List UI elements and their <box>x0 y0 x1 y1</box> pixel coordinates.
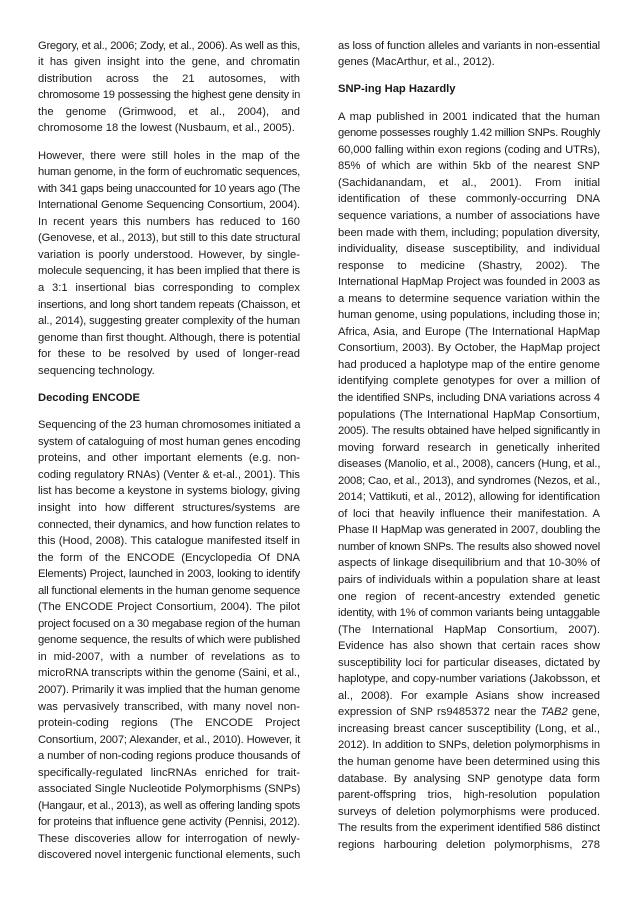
text-line: protein-coding regions (The ENCODE Project <box>38 717 300 730</box>
text-line: list has become a keystone in systems biology, giving <box>38 485 300 498</box>
right-text-column <box>338 38 600 864</box>
text-line: system of cataloguing of most human genes encoding <box>38 435 301 448</box>
text-line: These discoveries allow for interrogation of newly- <box>38 832 300 845</box>
text-line: with 341 gaps being unaccounted for 10 years ago (The <box>38 182 300 195</box>
text-line: 2012). In addition to SNPs, deletion polymorphisms in <box>338 739 600 752</box>
text-line: chromosome 19 possessing the highest gene density in <box>38 89 300 102</box>
text-line: individuality, disease susceptibility, and individual <box>338 243 600 256</box>
text-line: al., 2008). For example Asians show increased <box>338 689 600 702</box>
section-heading: Decoding ENCODE <box>38 392 140 404</box>
text-line: for these to be resolved by used of longer-read <box>38 348 300 361</box>
text-line: connected, their dynamics, and how function relates to <box>38 518 300 531</box>
text-line: all functional elements in the human genome sequence <box>38 584 300 597</box>
left-text-column <box>38 38 300 875</box>
text-line: pairs of individuals within a population share at least <box>338 574 600 587</box>
text-line: 2014; Vattikuti, et al., 2012), allowing for identification <box>338 491 600 504</box>
text-line: distribution across the 21 autosomes, with <box>38 72 300 85</box>
text-line: discovered novel intergenic functional elements, such <box>38 849 301 862</box>
text-line: proteins, and other important elements (e.g. non- <box>38 452 300 465</box>
text-line: diseases (Manolio, et al., 2008), cancers (Hung, et al., <box>338 458 601 471</box>
text-line: microRNA transcripts within the genome (Saini, et al., <box>38 667 300 680</box>
text-line: specifically-regulated lincRNAs enriched for trait- <box>38 766 300 779</box>
text-line: human genome, using populations, including those in; <box>338 309 600 322</box>
text-line: (Genovese, et al., 2013), but still to this date structural <box>38 232 301 245</box>
text-line: human genome, in the form of euchromatic sequences, <box>38 166 300 179</box>
text-line: genome sequence, the results of which were published <box>38 634 300 647</box>
text-line: the identified SNPs, including DNA variations across 4 <box>338 392 600 404</box>
text-line: surveys of deletion polymorphisms were produced. <box>338 805 600 818</box>
text-line: sequencing technology. <box>38 364 155 377</box>
paragraph <box>38 38 300 137</box>
text-line: However, there were still holes in the map of the <box>38 149 300 162</box>
text-line: regions harbouring deletion polymorphisms, 278 <box>338 838 600 851</box>
text-line: sequence variations, a number of associations have <box>338 209 600 222</box>
section-heading: SNP-ing Hap Hazardly <box>338 83 456 96</box>
text-line: Elements) Project, launched in 2003, looking to identify <box>38 568 300 581</box>
text-line: response to medicine (Shastry, 2002). The <box>338 259 600 272</box>
text-line: Gregory, et al., 2006; Zody, et al., 2006). As well as this, <box>38 39 300 52</box>
text-line: it has given insight into the gene, and chromatin <box>38 56 300 69</box>
text-line: increasing breast cancer susceptibility (Long, et al., <box>338 722 600 735</box>
text-line <box>338 704 600 721</box>
text-line: moving forward research in genetically inherited <box>338 441 600 454</box>
text-line: coding regulatory RNAs) (Venter & et-al., 2001). This <box>38 468 300 481</box>
text-line: (Hangaur, et al., 2013), as well as offering landing spots <box>38 799 300 812</box>
paragraph <box>38 417 300 864</box>
text-line: one region of recent-ancestry extended genetic <box>338 590 600 603</box>
text-line: genome possesses roughly 1.42 million SNPs. Roughly <box>338 127 601 140</box>
text-line: the genome (Grimwood, et al., 2004), and <box>38 105 300 118</box>
text-line: 60,000 falling within exon regions (coding and UTRs), <box>338 143 600 156</box>
text-line: genome than first thought. Although, there is potential <box>38 331 301 344</box>
text-line: a number of non-coding regions produce thousands of <box>38 750 300 763</box>
text-line: al., 2014), suggesting greater complexity of the human <box>38 315 300 328</box>
text-line: haplotype, and copy-number variations (Jakobsson, et <box>338 673 600 686</box>
text-line: 2005). The results obtained have helped significantly in <box>338 425 600 438</box>
text-line: 2008; Cao, et al., 2013), and syndromes (Nezos, et al., <box>338 474 600 487</box>
text-line: 2007). Primarily it was implied that the human genome <box>38 683 300 696</box>
paragraph <box>338 109 600 854</box>
text-line: was pervasively transcribed, with many novel non- <box>38 700 300 713</box>
text-line: had produced a haplotype map of the entire genome <box>338 358 600 371</box>
paragraph <box>338 38 600 71</box>
italic-gene-name: TAB2 <box>540 706 568 719</box>
text-line: this (Hood, 2008). This catalogue manifested itself in <box>38 535 300 548</box>
text-line: been made with them, including; population diversity, <box>338 226 600 239</box>
text-line: A map published in 2001 indicated that the human <box>338 110 600 123</box>
text-line: identity, with 1% of common variants being untaggable <box>338 607 600 620</box>
text-line: a means to determine sequence variation within the <box>338 292 600 305</box>
text-line: identifying complete genotypes for over a million of <box>338 375 600 388</box>
text-line: parent-offspring trios, high-resolution population <box>338 789 600 802</box>
text-line: variation is poorly understood. However, by single- <box>38 248 300 261</box>
text-line: project focused on a 30 megabase region of the human <box>38 617 300 630</box>
text-line: genes (MacArthur, et al., 2012). <box>338 56 495 69</box>
text-line: Consortium, 2003). By October, the HapMap project <box>338 342 600 355</box>
text-line: susceptibility loci for particular diseases, dictated by <box>338 656 600 669</box>
text-line: (The International HapMap Consortium, 2007). <box>338 623 600 636</box>
text-line: Sequencing of the 23 human chromosomes initiated a <box>38 419 301 432</box>
text-segment: gene, <box>567 706 601 719</box>
text-line: associated Single Nucleotide Polymorphisms (SNPs) <box>38 783 301 796</box>
text-line: the form of the ENCODE (Encyclopedia Of DNA <box>38 551 300 564</box>
text-line: chromosome 18 the lowest (Nusbaum, et al., 2005). <box>38 122 295 135</box>
text-line: molecule sequencing, it has been implied that there is <box>38 265 300 278</box>
text-line: insertions, and long short tandem repeats (Chaisson, et <box>38 298 300 311</box>
text-line: (Sachidanandam, et al., 2001). From initial <box>338 176 600 189</box>
text-line: In recent years this numbers has reduced to 160 <box>38 215 300 228</box>
text-line: a 3:1 insertional bias corresponding to complex <box>38 282 300 295</box>
text-line: database. By analysing SNP genotype data form <box>338 772 600 785</box>
text-line: number of known SNPs. The results also showed novel <box>338 540 600 553</box>
text-line: the human genome have been determined using this <box>338 756 600 769</box>
text-line: as loss of function alleles and variants in non-essential <box>338 39 600 52</box>
text-line: Phase II HapMap was generated in 2007, doubling the <box>338 524 601 537</box>
text-line: International Genome Sequencing Consortium, 2004). <box>38 199 300 212</box>
text-line: populations (The International HapMap Consortium, <box>338 408 600 421</box>
text-line: for proteins that influence gene activity (Pennisi, 2012). <box>38 816 300 829</box>
text-line: aspects of linkage disequilibrium and that 10-30% of <box>338 557 600 570</box>
text-line: (The ENCODE Project Consortium, 2004). The pilot <box>38 601 300 614</box>
text-line: Africa, Asia, and Europe (The International HapMap <box>338 325 600 338</box>
text-line: Evidence has also shown that certain races show <box>338 640 600 653</box>
text-line: The results from the experiment identified 586 distinct <box>338 822 600 835</box>
text-line: in mid-2007, with a number of revelations as to <box>38 650 300 663</box>
text-line: identification of these commonly-occurring DNA <box>338 193 600 206</box>
paragraph <box>38 148 300 380</box>
text-line: 85% of which are within 5kb of the nearest SNP <box>338 160 600 173</box>
text-segment: expression of SNP rs9485372 near the <box>338 706 541 719</box>
text-line: insight into how different structures/systems are <box>38 501 300 514</box>
text-line: of loci that heavily influence their manifestation. A <box>338 507 600 520</box>
text-line: Consortium, 2007; Alexander, et al., 2010). However, it <box>38 733 301 746</box>
text-line: International HapMap Project was founded in 2003 as <box>338 276 600 289</box>
